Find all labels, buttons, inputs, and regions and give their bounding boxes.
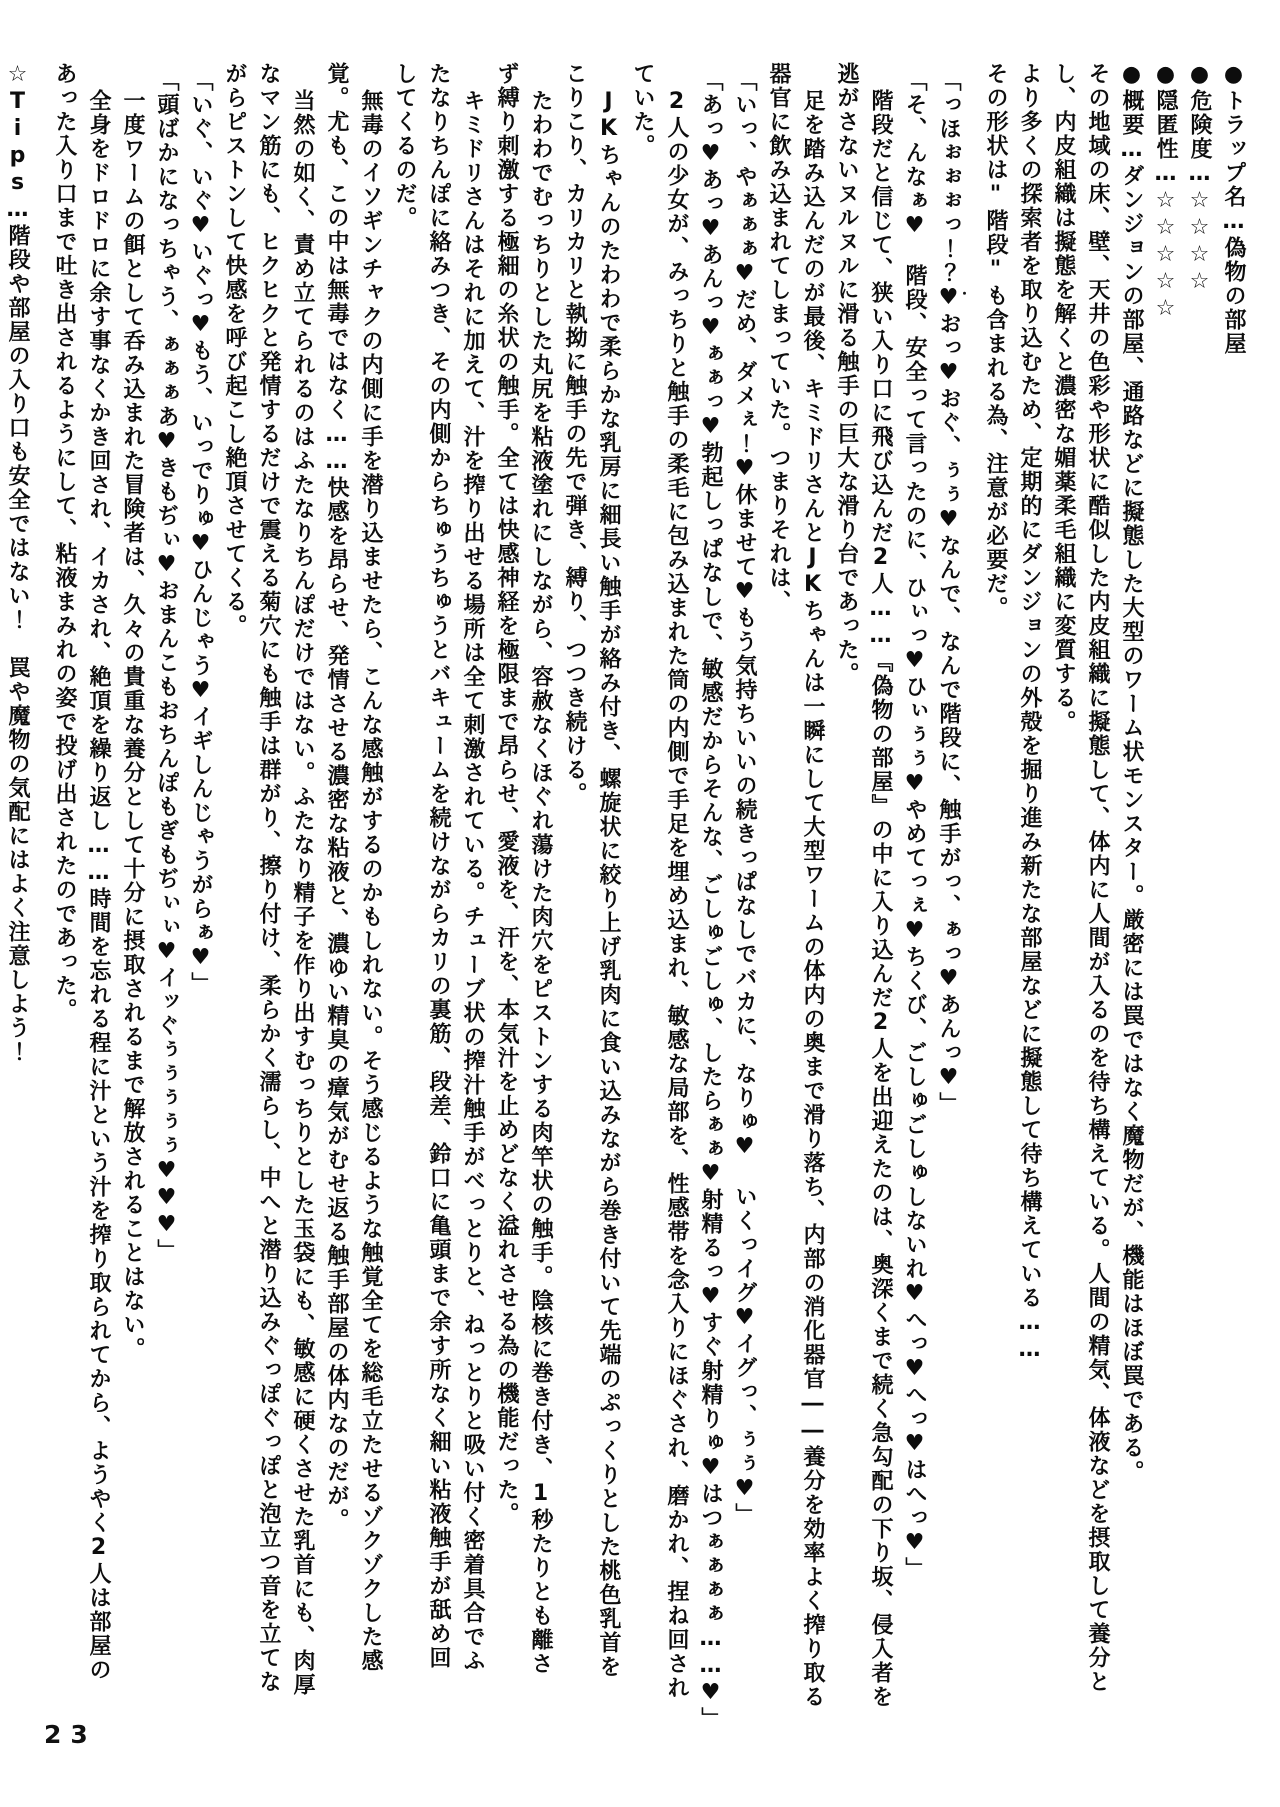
text-column-story: してくるのだ。 [392, 62, 417, 230]
text-column-story: 「そ、んなぁ♥ 階段、安全って言ったのに、ひぃっ♥ひぃぅぅ♥やめてっぇ♥ちくび、ごしゅごしゅしないれ♥へっ♥へっ♥はへっ♥」 [902, 69, 927, 1581]
text-column-story: 足を踏み込んだのが最後、キミドリさんとJKちゃんは一瞬にして大型ワームの体内の奥まで滑り落ち、内部の消化器官――養分を効率よく搾り取る [800, 89, 825, 1709]
text-column-story: JKちゃんのたわわで柔らかな乳房に細長い触手が絡み付き、螺旋状に絞り上げ乳肉に食い込みながら巻き付いて先端のぷっくりとした桃色乳首を [596, 89, 621, 1679]
text-column-info: その地域の床、壁、天井の色彩や形状に酷似した内皮組織に擬態して、体内に人間が入るのを待ち構えている。人間の精気、体液などを摂取して養分と [1085, 62, 1110, 1694]
text-column-story: あった入り口まで吐き出されるようにして、粘液まみれの姿で投げ出されたのであった。 [52, 62, 77, 1022]
text-column-story: なマン筋にも、ヒクヒクと発情するだけで震える菊穴にも触手は群がり、擦り付け、柔らかく濡らし、中へと潜り込みぐっぽぐっぽと泡立つ音を立てな [256, 62, 281, 1694]
text-column-story: 当然の如く、責め立てられるのはふたなりちんぽだけではない。ふたなり精子を作り出すむっちりとした玉袋にも、敏感に硬くさせた乳首にも、肉厚 [290, 89, 315, 1697]
text-column-story: たなりちんぽに絡みつき、その内側からちゅうちゅうとバキュームを続けながらカリの裏筋、段差、鈴口に亀頭まで余す所なく細い粘液触手が舐め回 [426, 62, 451, 1670]
text-column-info: より多くの探索者を取り込むため、定期的にダンジョンの外殻を掘り進み新たな部屋などに擬態して待ち構えている…… [1017, 62, 1042, 1364]
text-column-info: その形状は"階段"も含まれる為、注意が必要だ。 [983, 62, 1008, 620]
text-column-story: ず縛り刺激する極細の糸状の触手。全ては快感神経を極限まで昂らせ、愛液を、汗を、本気汁を止めどなく溢れさせる為の機能だった。 [494, 62, 519, 1526]
text-column-story: 無毒のイソギンチャクの内側に手を潜り込ませたら、こんな感触がするのかもしれない。そう感じるような触覚全てを総毛立たせるゾクゾクした感 [358, 89, 383, 1673]
text-column-story: 逃がさないヌルヌルに滑る触手の巨大な滑り台であった。 [834, 62, 859, 686]
text-column-story: 「っほぉぉぉっ！？♥おっ♥おぐ、ぅぅ♥なんで、なんで階段に、触手がっ、ぁっ♥あんっ♥」 [936, 69, 961, 1116]
text-column-story: がらピストンして快感を呼び起こし絶頂させてくる。 [222, 62, 247, 638]
vertical-text-block [0, 62, 1250, 1742]
text-column-story: たわわでむっちりとした丸尻を粘液塗れにしながら、容赦なくほぐれ蕩けた肉穴をピストンする肉竿状の触手。陰核に巻き付き、1秒たりとも離さ [528, 89, 553, 1676]
page-number: 23 [44, 1720, 97, 1749]
text-column-story: 器官に飲み込まれてしまっていた。つまりそれは、 [766, 62, 791, 614]
text-column-story: キミドリさんはそれに加えて、汁を搾り出せる場所は全て刺激されている。チューブ状の搾汁触手がべっとりと、ねっとりと吸い付く密着具合でふ [460, 89, 485, 1673]
text-column-story: 「いぐ、いぐ♥いぐっ♥もう、いっでりゅ♥ひんじゃう♥イギしんじゃうがらぁ♥」 [188, 69, 213, 996]
text-column-story: 一度ワームの餌として呑み込まれた冒険者は、久々の貴重な養分として十分に摂取されるまで解放されることはない。 [120, 89, 145, 1361]
text-column-tips: ☆Tips…階段や部屋の入り口も安全ではない！ 罠や魔物の気配にはよく注意しよう！ [5, 62, 30, 1064]
stray-dot-mark: ・ [958, 287, 972, 302]
text-column-story: 覚。尤も、この中は無毒ではなく……快感を昂らせ、発情させる濃密な粘液と、濃ゆい精臭の瘴気がむせ返る触手部屋の体内なのだが。 [324, 62, 349, 1532]
text-column-info: し、内皮組織は擬態を解くと濃密な媚薬柔毛組織に変質する。 [1051, 62, 1076, 734]
text-column-info: ●危険度…☆☆☆☆ [1187, 62, 1212, 296]
text-column-info: ●隠匿性…☆☆☆☆☆ [1153, 62, 1178, 323]
text-column-info: ●トラップ名…偽物の部屋 [1221, 62, 1246, 356]
text-column-info: ●概要…ダンジョンの部屋、通路などに擬態した大型のワーム状モンスター。厳密には罠ではなく魔物だが、機能はほぼ罠である。 [1119, 62, 1144, 1484]
text-column-story: こりこり、カリカリと執拗に触手の先で弾き、縛り、つつき続ける。 [562, 62, 587, 806]
text-column-story: 階段だと信じて、狭い入り口に飛び込んだ2人……『偽物の部屋』の中に入り込んだ2人を出迎えたのは、奥深くまで続く急勾配の下り坂、侵入者を [868, 89, 893, 1709]
text-column-story: 2人の少女が、みっちりと触手の柔毛に包み込まれた筒の内側で手足を埋め込まれ、敏感な局部を、性感帯を念入りにほぐされ、磨かれ、捏ね回され [664, 89, 689, 1700]
text-column-story: 「あっ♥あっ♥あんっ♥ぁぁっ♥勃起しっぱなしで、敏感だからそんな、ごしゅごしゅ、したらぁぁ♥射精るっ♥すぐ射精りゅ♥はつぁぁぁぁ……♥」 [698, 69, 723, 1731]
text-column-story: 「頭ばかになっちゃう、ぁぁぁあ♥きもぢぃ♥おまんこもおちんぽもぎもぢぃぃ♥イッぐぅぅぅぅぅ♥♥♥」 [154, 69, 179, 1263]
text-column-story: 「いっ、やぁぁぁ♥だめ、ダメぇ！♥休ませて♥もう気持ちいいの続きっぱなしでバカに、なりゅ♥ いくっイグ♥イグっ、ぅぅ♥」 [732, 69, 757, 1527]
text-column-story: ていた。 [630, 62, 655, 158]
text-column-story: 全身をドロドロに余す事なくかき回され、イカされ、絶頂を繰り返し……時間を忘れる程に汁という汁を搾り取られてから、ようやく2人は部屋の [86, 89, 111, 1682]
